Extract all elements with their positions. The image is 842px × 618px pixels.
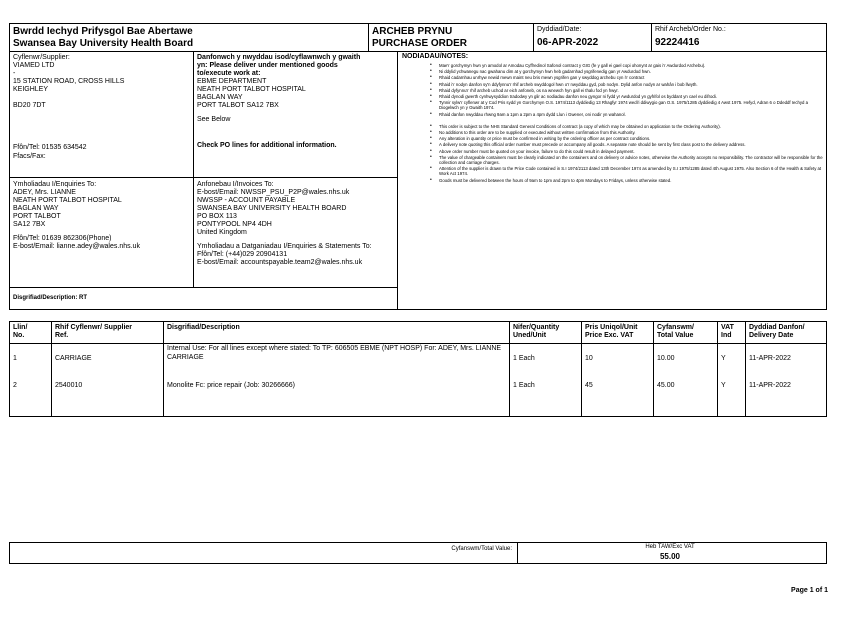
enquiries-label: Ymholiadau I/Enquiries To:: [13, 181, 97, 188]
delivery-heading: to/execute work at:: [197, 70, 261, 77]
invoices-line: NWSSP - ACCOUNT PAYABLE: [197, 197, 296, 204]
note-item: • Above order number must be quoted on your invoice, failure to do this could result in delayed payment.: [400, 149, 826, 154]
note-item: • Ni ddylid ychwanegu nac gwahanu dim at y gorchymyn hwn heb gadarnhad ysgrifenedig gan yr Awdurdod hwn.: [400, 69, 826, 74]
supplier-block: [13, 54, 191, 110]
row-2-total: 45.00: [657, 382, 675, 389]
delivery-heading: yn: Please deliver under mentioned goods: [197, 62, 338, 69]
order-title-cy: ARCHEB PRYNU: [372, 26, 453, 37]
note-item: • Mae'r gorchymyn hwn yn amodol ar Amodau Cyffredinol Safonol contract y GIG (fe y gall ei gael copi ohonynt ar gais i'r Awdurdod Archebu).: [400, 63, 826, 68]
order-date: 06-APR-2022: [537, 37, 599, 48]
col-header-description: Disgrifiad/Description: [167, 324, 240, 331]
row-2-unit-price: 45: [585, 382, 593, 389]
row-2-ref: 2540010: [55, 382, 83, 389]
delivery-line: EBME DEPARTMENT: [197, 78, 267, 85]
col-header-total: Cyfanswm/ Total Value: [657, 324, 694, 339]
note-item: • Rhaid danfon nwyddau rhwng 9am a 1pm a 2pm a 4pm dydd Llun i Gwener, oni nodir yn wahanol.: [400, 112, 826, 117]
row-1-ref: CARRIAGE: [55, 355, 92, 362]
total-value: 55.00: [659, 552, 681, 561]
row-2-line: 2: [13, 382, 17, 389]
org-name-cy: Bwrdd Iechyd Prifysgol Bae Abertawe: [13, 26, 193, 37]
note-item: • The value of chargeable containers must be clearly indicated on the containers and on delivery or advice notes, otherwise the Authority accepts no responsibility. The contractor will be responsible for the collection and carriage charges.: [400, 155, 826, 165]
row-1-line: 1: [13, 355, 17, 362]
org-name-en: Swansea Bay University Health Board: [13, 38, 194, 49]
note-item: • Tynnir sylw'r cyflenwr at y Cod Pris sydd yn Gorchymyn O.S. 1974/1113 dyddiedig 13 Rhagfyr 1974 wedi'i ddiwygio gan O.S. 1975/1285 dyddiedig 4 Awst 1975. Hefyd, Adran 6 o Ddeddf Iechyd a Diogelwch yn y Gwaith 1974.: [400, 100, 826, 110]
description-footer: Disgrifiad/Description: RT: [13, 295, 88, 301]
delivery-line: NEATH PORT TALBOT HOSPITAL: [197, 86, 306, 93]
invoices-line: PONTYPOOL NP4 4DH: [197, 221, 272, 228]
supplier-line: -: [13, 70, 16, 77]
invoices-line: PO BOX 113: [197, 213, 237, 220]
internal-use-note: Internal Use: For all lines except where stated: To TP: 606505 EBME (NPT HOSP) For: ADEY, Mrs. LIANNE: [167, 345, 502, 352]
supplier-fax: Ffacs/Fax:: [13, 153, 46, 160]
notes-welsh-list: [400, 63, 826, 117]
statements-label: Ymholiadau a Datganiadau I/Enquiries & Statements To:: [197, 243, 372, 250]
invoices-label: Anfonebau I/Invoices To:: [197, 181, 274, 188]
row-2-qty: 1 Each: [513, 382, 535, 389]
order-number-label: Rhif Archeb/Order No.:: [655, 26, 726, 33]
page-number: Page 1 of 1: [791, 587, 828, 594]
note-item: • Rhaid dynodi gwerth cynhwysyddion tradodwy yn glir ac nodiadau danfon neu gyngor ni fydd yr Awdurdod yn gyfrifol os byddant yn cael eu difrodi.: [400, 94, 826, 99]
invoices-block: [197, 181, 395, 267]
col-header-delivery-date: Dyddiad Danfon/ Delivery Date: [749, 324, 805, 339]
note-item: • This order is subject to the NHS Standard General Conditions of contract (a copy of which may be obtained on application to the Ordering Authority).: [400, 124, 826, 129]
note-item: • A delivery note quoting this official order number must precede or accompany all goods. A separate note should be sent by first class post to the delivery address.: [400, 142, 826, 147]
invoices-line: SWANSEA BAY UNIVERSITY HEALTH BOARD: [197, 205, 347, 212]
note-item: • Rhaid i'r nodyn danfon sy'n ddyfynnu'r rhif archeb swyddogol hwn o'r nwyddau gyd, pob nodyn. Dylid anfon nodyn ar wahân i bob llwyth.: [400, 82, 826, 87]
order-number: 92224416: [655, 37, 700, 48]
supplier-line: KEIGHLEY: [13, 86, 49, 93]
note-item: • Rhaid cadarnhau unrhyw newid mewn maint neu bris mewn ysgrifen gan y swyddog archebu cyn i'r contract: [400, 75, 826, 80]
col-header-quantity: Nifer/Quantity Uned/Unit: [513, 324, 560, 339]
order-title-en: PURCHASE ORDER: [372, 38, 468, 49]
enquiries-block: [13, 181, 191, 251]
enquiries-line: ADEY, Mrs. LIANNE: [13, 189, 76, 196]
statements-line: Ffôn/Tel: (+44)029 20904131: [197, 251, 288, 258]
delivery-heading: Danfonwch y nwyddau isod/cyflawnwch y gwaith: [197, 54, 361, 61]
enquiries-email[interactable]: E-bost/Email: lianne.adey@wales.nhs.uk: [13, 243, 140, 250]
supplier-line: BD20 7DT: [13, 102, 46, 109]
notes-english-list: [400, 124, 826, 183]
total-label: Cyfanswm/Total Value:: [451, 546, 512, 552]
delivery-line: PORT TALBOT SA12 7BX: [197, 102, 279, 109]
enquiries-line: NEATH PORT TALBOT HOSPITAL: [13, 197, 122, 204]
invoices-line[interactable]: E-bost/Email: NWSSP_PSU_P2P@wales.nhs.uk: [197, 189, 350, 196]
col-header-supplier-ref: Rhif Cyflenwr/ Supplier Ref.: [55, 324, 133, 339]
delivery-block: [197, 54, 395, 124]
row-2-date: 11-APR-2022: [749, 382, 791, 389]
note-item: • Goods must be delivered between the hours of 9am to 1pm and 2pm to 4pm Mondays to Fridays, unless otherwise stated.: [400, 178, 826, 183]
notes-title: NODIADAU/NOTES:: [402, 53, 469, 60]
supplier-label: Cyflenwr/Supplier:: [13, 54, 70, 61]
row-2-desc: Monolite Fc: price repair (Job: 30266666): [167, 382, 296, 389]
note-item: • Rhaid dyfynnu'r rhif archeb uchod ar eich anfoneb, os na wnewch hyn gall ei thalu fod yn hwyr.: [400, 88, 826, 93]
enquiries-line: PORT TALBOT: [13, 213, 61, 220]
notes-panel: [400, 53, 826, 184]
enquiries-line: BAGLAN WAY: [13, 205, 59, 212]
delivery-line: BAGLAN WAY: [197, 94, 243, 101]
delivery-check-note: Check PO lines for additional information.: [197, 142, 337, 149]
supplier-line: VIAMED LTD: [13, 62, 55, 69]
row-1-desc: CARRIAGE: [167, 354, 204, 361]
note-item: • Attention of the supplier is drawn to the Price Code contained in S.I 1974/2113 dated 13th December 1974 as amended by S.I 1975/1285 dated 4th August 1975. Also Section 6 of the Health & Safety at Work Act 1974.: [400, 166, 826, 176]
enquiries-phone: Ffôn/Tel: 01639 862306(Phone): [13, 235, 112, 242]
col-header-unit-price: Pris Uniqol/Unit Price Exc. VAT: [585, 324, 638, 339]
date-label: Dyddiad/Date:: [537, 26, 582, 33]
invoices-line: United Kingdom: [197, 229, 247, 236]
row-1-qty: 1 Each: [513, 355, 535, 362]
row-1-total: 10.00: [657, 355, 675, 362]
supplier-phone: Ffôn/Tel: 01535 634542: [13, 144, 87, 151]
row-1-date: 11-APR-2022: [749, 355, 791, 362]
col-header-vat: VAT Ind: [721, 324, 734, 339]
enquiries-line: SA12 7BX: [13, 221, 46, 228]
row-1-vat: Y: [721, 355, 726, 362]
statements-line[interactable]: E-bost/Email: accountspayable.team2@wales.nhs.uk: [197, 259, 363, 266]
row-1-unit-price: 10: [585, 355, 593, 362]
delivery-see-below: See Below: [197, 116, 231, 123]
row-2-vat: Y: [721, 382, 726, 389]
note-item: • No additions to this order are to be supplied or executed without written confirmation from this Authority.: [400, 130, 826, 135]
note-item: • Any alteration in quantity or price must be confirmed in writing by the ordering officer as per contract conditions.: [400, 136, 826, 141]
col-header-line: Llin/ No.: [13, 324, 28, 339]
total-vat-label: Heb TAW/Exc VAT: [645, 544, 695, 550]
supplier-line: 15 STATION ROAD, CROSS HILLS: [13, 78, 125, 85]
